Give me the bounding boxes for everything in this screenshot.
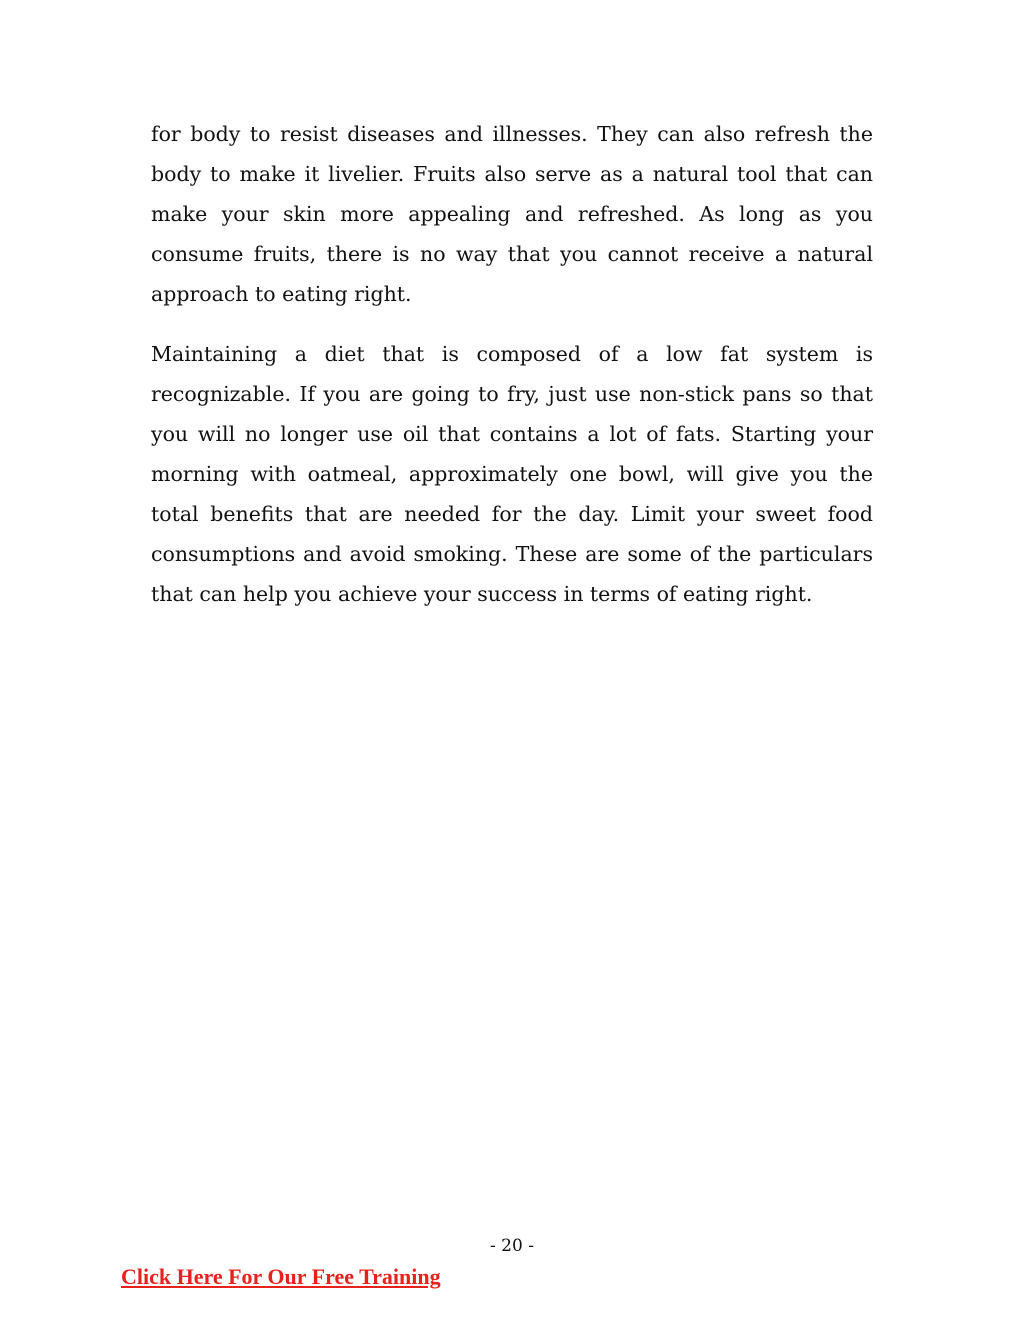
paragraph-1: for body to resist diseases and illnesses. They can also refresh the body to make it livelier. Fruits also serve as a natural tool that can make your skin more appealing and refreshed. As long as you consume fruits, there is no way that you cannot receive a natural approach to eating right. <box>151 122 873 306</box>
page-number: - 20 - <box>490 1236 534 1256</box>
free-training-link[interactable]: Click Here For Our Free Training <box>121 1264 441 1289</box>
body-text <box>151 114 873 634</box>
paragraph-2: Maintaining a diet that is composed of a low fat system is recognizable. If you are going to fry, just use non-stick pans so that you will no longer use oil that contains a lot of fats. Starting your morning with oatmeal, approximately one bowl, will give you the total benefits that are needed for the day. Limit your sweet food consumptions and avoid smoking. These are some of the particulars that can help you achieve your success in terms of eating right. <box>151 342 873 606</box>
